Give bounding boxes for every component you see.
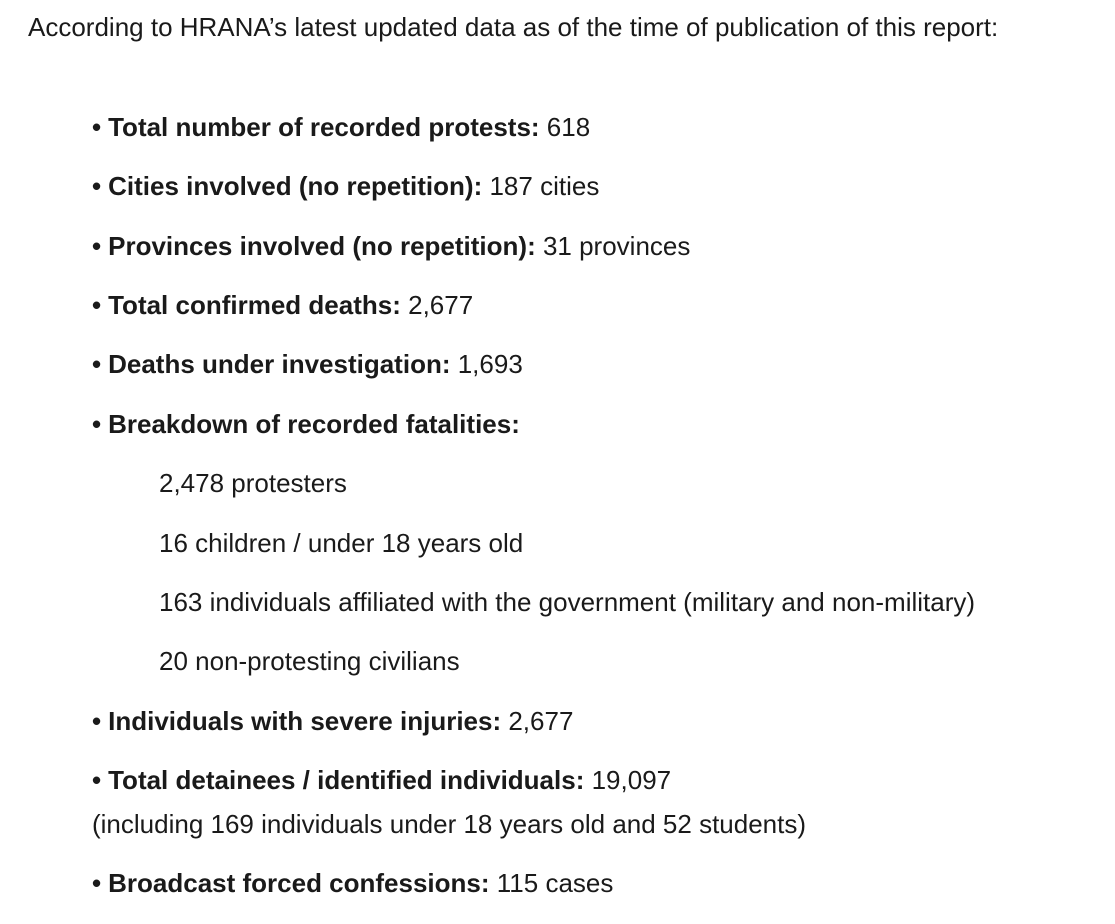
stat-item-provinces (92, 229, 690, 263)
bullet-icon: • (92, 765, 102, 795)
bullet-icon: • (92, 349, 102, 379)
stat-label: Deaths under investigation: (108, 349, 451, 379)
stat-value: 187 cities (482, 171, 600, 201)
stat-item-cities (92, 169, 599, 203)
breakdown-item-children: 16 children / under 18 years old (159, 528, 524, 558)
bullet-icon: • (92, 231, 102, 261)
stat-value: 1,693 (450, 349, 523, 379)
stat-label: Total confirmed deaths: (108, 290, 401, 320)
stat-label: Total number of recorded protests: (108, 112, 540, 142)
stat-item-fatalities-breakdown (92, 407, 520, 441)
stat-item-severe-injuries (92, 704, 573, 738)
intro-text: According to HRANA’s latest updated data as of the time of publication of this report: (28, 12, 999, 42)
stat-label: Broadcast forced confessions: (108, 868, 490, 898)
stat-label: Provinces involved (no repetition): (108, 231, 536, 261)
bullet-icon: • (92, 868, 102, 898)
stat-item-forced-confessions (92, 866, 613, 900)
bullet-icon: • (92, 409, 102, 439)
stat-label: Breakdown of recorded fatalities: (108, 409, 520, 439)
stat-value: 19,097 (584, 765, 672, 795)
detainees-note: (including 169 individuals under 18 years old and 52 students) (92, 809, 807, 839)
bullet-icon: • (92, 706, 102, 736)
bullet-icon: • (92, 290, 102, 320)
stat-value: 2,677 (501, 706, 574, 736)
bullet-icon: • (92, 171, 102, 201)
breakdown-item-protesters: 2,478 protesters (159, 468, 347, 498)
stat-value: 2,677 (400, 290, 474, 320)
stat-item-protests (92, 110, 590, 144)
stat-label: Individuals with severe injuries: (108, 706, 502, 736)
stat-item-deaths-under-investigation (92, 347, 523, 381)
stat-label: Total detainees / identified individuals: (108, 765, 585, 795)
breakdown-item-government-affiliated: 163 individuals affiliated with the government (military and non-military) (159, 587, 976, 617)
stat-item-detainees (92, 763, 671, 797)
stat-value: 618 (539, 112, 591, 142)
bullet-icon: • (92, 112, 102, 142)
stat-label: Cities involved (no repetition): (108, 171, 483, 201)
stat-value: 31 provinces (535, 231, 691, 261)
breakdown-item-civilians: 20 non-protesting civilians (159, 646, 460, 676)
stat-value: 115 cases (489, 868, 614, 898)
stat-item-confirmed-deaths (92, 288, 473, 322)
